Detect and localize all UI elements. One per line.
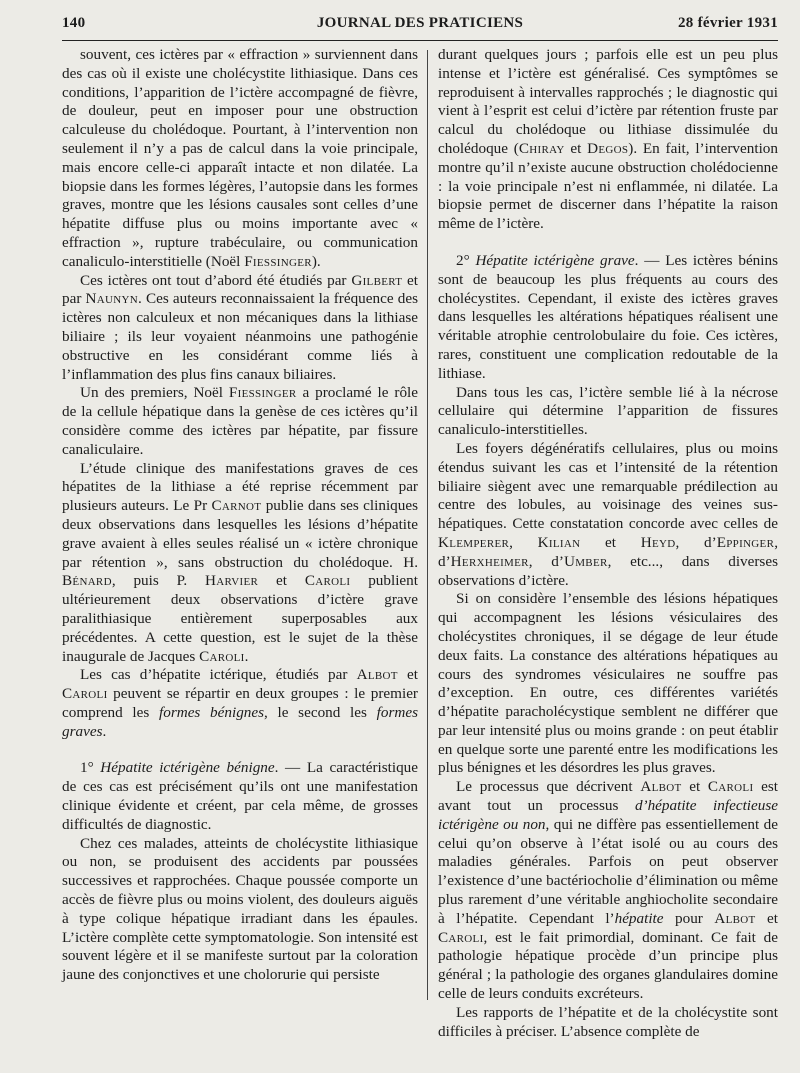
- author-name: Klemperer: [438, 533, 510, 551]
- author-name: Albot: [356, 666, 398, 684]
- italic-term: formes graves: [62, 703, 418, 740]
- author-name: Herxheimer: [450, 552, 529, 570]
- text-run: . — La caractéristique de ces cas est précisément qu’ils ont une manifestation clinique évidente et créent, par cela même, de grosses difficultés de diagnostic.: [62, 759, 419, 833]
- text-run: Les rapports de l’hépatite et de la cholécystite sont difficiles à préciser. L’absence complète de: [438, 1003, 778, 1040]
- text-run: Ces ictères ont tout d’abord été étudiés par: [80, 271, 352, 289]
- paragraph: [438, 440, 778, 590]
- author-name: Umber: [563, 552, 608, 570]
- paragraph: [438, 590, 778, 778]
- text-run: publie dans ses cliniques deux observations dans lesquelles les lésions d’hépatite grave avaient à elles seules réalisé un « ictère chronique par rétention », sans obstruction du cholédoque. H.: [62, 497, 418, 571]
- text-run: souvent, ces ictères par « effraction » surviennent dans des cas où il existe une cholécystite lithiasique. Dans ces conditions, l’apparition de l’ictère accompagné de fièvre, de douleur, peut en imposer pour une obstruction calculeuse du cholédoque. Pourtant, à l’intervention non seulement il n’y a pas de calcul dans la voie principale, mais encore celle-ci apparaît intacte et non dilatée. La biopsie dans les formes légères, l’autopsie dans les formes graves, montre que les lésions causales sont celles d’une hépatite diffuse plus ou moins importante avec « effraction », rupture trabéculaire, ou communication canaliculo-interstitielle (Noël: [62, 46, 418, 270]
- author-name: Bénard: [62, 572, 112, 590]
- text-run: et: [258, 572, 305, 590]
- text-run: Si on considère l’ensemble des lésions hépatiques qui accompagnent les lésions vésiculaires des cholécystites chroniques, il se dégage de leur étude deux faits. La constance des altérations hépatiques au cours des syndromes vésiculaires ne souffre pas d’exception. En outre, ces différentes variétés d’hépatite paracholécystique semblent ne différer que par leur intensité plus ou moins grande : on peut établir en quelque sorte une parenté entre les modifications les plus bénignes et les désordres les plus graves.: [438, 590, 778, 777]
- author-name: Gilbert: [351, 271, 403, 289]
- author-name: Carnot: [211, 497, 262, 515]
- paragraph: [62, 759, 418, 834]
- page-number: 140: [62, 15, 86, 31]
- text-run: et: [564, 139, 588, 157]
- text-run: . Ces auteurs reconnaissaient la fréquence des ictères non calculeux et non mécaniques dans la lithiase biliaire ; ils leur voyaient néanmoins une pathogénie obstructive en les considérant comme liés à l’inflammation des plus fins canaux biliaires.: [62, 290, 418, 383]
- text-run: , d’: [675, 533, 717, 551]
- paragraph: [438, 252, 778, 384]
- author-name: Albot: [640, 778, 682, 796]
- author-name: Fiessinger: [244, 252, 312, 270]
- text-run: .: [102, 722, 107, 740]
- text-run: et: [681, 778, 708, 796]
- text-run: et: [755, 909, 779, 927]
- right-column: [438, 46, 778, 1041]
- text-run: 1°: [80, 759, 101, 777]
- left-column: [62, 46, 418, 985]
- paragraph: [438, 384, 778, 440]
- italic-term: formes bénignes: [159, 703, 265, 721]
- page-header: [62, 12, 778, 41]
- author-name: Caroli: [304, 572, 351, 590]
- author-name: Harvier: [205, 572, 259, 590]
- italic-term: Hépatite ictérigène bénigne: [100, 759, 275, 777]
- text-run: , le second les: [264, 703, 377, 721]
- author-name: Caroli: [199, 647, 245, 665]
- author-name: Kilian: [537, 533, 581, 551]
- author-name: Fiessinger: [228, 384, 297, 402]
- author-name: Caroli: [62, 685, 108, 703]
- paragraph: [62, 666, 418, 741]
- text-run: pour: [663, 909, 715, 927]
- text-run: ). En fait, l’intervention montre qu’il n’existe aucune obstruction cholédocienne : la voie principale n’est ni enflammée, ni dilatée. La biopsie permet de discerner dans l’hépatite la raison même de l’ictère.: [438, 139, 778, 233]
- text-run: publient ultérieurement deux observations d’ictère grave paralithiasique entièrement superposables aux précédentes. A cette question, est le sujet de la thèse inaugurale de Jacques: [62, 572, 418, 665]
- text-run: a proclamé le rôle de la cellule hépatique dans la genèse de ces ictères qu’il considère comme des ictères par hépatite, par fissure canaliculaire.: [62, 384, 418, 458]
- author-name: Degos: [587, 139, 629, 157]
- author-name: Eppinger: [716, 533, 775, 551]
- text-run: . — Les ictères bénins sont de beaucoup les plus fréquents au cours des cholécystites. Cependant, il existe des ictères graves dans lesquelles les altérations hépatiques réalisent une véritable atrophie centrolobulaire du foie. Ces ictères, rares, constituent une complication redoutable de la lithiase.: [438, 251, 779, 382]
- paragraph: [438, 778, 778, 1004]
- text-run: Le processus que décrivent: [456, 778, 641, 796]
- paragraph: [62, 384, 418, 459]
- paragraph: [62, 460, 418, 667]
- text-run: 2°: [456, 251, 476, 269]
- text-run: , puis P.: [111, 572, 206, 590]
- text-run: .: [244, 647, 249, 665]
- text-run: ,: [509, 533, 538, 551]
- text-run: ).: [311, 252, 321, 270]
- author-name: Chiray: [518, 139, 565, 157]
- column-divider: [427, 50, 428, 1000]
- text-run: et par: [62, 271, 418, 308]
- journal-title: JOURNAL DES PRATICIENS: [316, 15, 524, 31]
- author-name: Caroli: [707, 778, 754, 796]
- paragraph: [438, 46, 778, 234]
- text-run: Dans tous les cas, l’ictère semble lié à la nécrose cellulaire qui détermine l’apparition de fissures canaliculo-interstitielles.: [438, 383, 778, 439]
- text-run: Chez ces malades, atteints de cholécystite lithiasique ou non, se produisent des accidents par poussées successives et rapprochées. Chaque poussée comporte un accès de fièvre plus ou moins violent, des douleurs aiguës à type colique hépatique irradiant dans les épaules. L’ictère complète cette symptomatologie. Son intensité est souvent légère et il se manifeste surtout par la coloration jaune des conjonctives et une cholorurie qui persiste: [62, 834, 418, 984]
- paragraph: [62, 46, 418, 272]
- paragraph: [62, 272, 418, 385]
- text-run: Les cas d’hépatite ictérique, étudiés par: [80, 666, 357, 684]
- author-name: Naunyn: [85, 290, 139, 308]
- paragraph: [438, 1004, 778, 1042]
- issue-date: 28 février 1931: [677, 15, 778, 31]
- text-run: , d’: [528, 552, 564, 570]
- text-run: durant quelques jours ; parfois elle est un peu plus intense et l’ictère est généralisé. Ces symptômes se reproduisent à intervalles rapprochés ; le diagnostic qui vient à l’esprit est celui d’ictère par rétention fruste par calcul du cholédoque ou lithiase dissimulée du cholédoque (: [438, 46, 778, 157]
- text-run: , qui ne diffère pas essentiellement de celui qu’on observe à l’état isolé ou au cours des maladies générales. Parfois on peut observer l’existence d’une bactériocholie d’élimination ou même plus rarement d’une véritable anghiocholite secondaire à l’hépatite. Cependant l’: [438, 815, 778, 927]
- author-name: Heyd: [640, 533, 676, 551]
- paragraph: [62, 835, 418, 985]
- text-run: , est le fait primordial, dominant. Ce fait de pathologie hépatique procède d’un principe plus général ; la pathologie des organes glandulaires domine celle de leurs conduits excréteurs.: [438, 928, 778, 1003]
- text-run: est avant tout un processus: [438, 778, 778, 815]
- text-run: Un des premiers, Noël: [80, 384, 229, 402]
- italic-term: hépatite: [614, 909, 664, 927]
- text-run: L’étude clinique des manifestations graves de ces hépatites de la lithiase a été reprise récemment par plusieurs auteurs. Le Pr: [62, 459, 418, 515]
- italic-term: d’hépatite infectieuse ictérigène ou non: [438, 797, 778, 833]
- text-run: et: [580, 533, 641, 551]
- text-run: , d’: [438, 533, 779, 570]
- text-run: , etc..., dans diverses observations d’ictère.: [438, 552, 778, 589]
- author-name: Albot: [714, 909, 756, 927]
- text-run: et: [397, 666, 418, 684]
- text-run: Les foyers dégénératifs cellulaires, plus ou moins étendus suivant les cas et l’intensité de la rétention biliaire siègent avec une remarquable prédilection au centre des lobules, au voisinage des veines sus-hépatiques. Cette constatation concorde avec celles de: [438, 439, 778, 533]
- text-run: peuvent se répartir en deux groupes : le premier comprend les: [62, 685, 418, 721]
- author-name: Caroli: [438, 928, 484, 946]
- italic-term: Hépatite ictérigène grave: [475, 251, 635, 269]
